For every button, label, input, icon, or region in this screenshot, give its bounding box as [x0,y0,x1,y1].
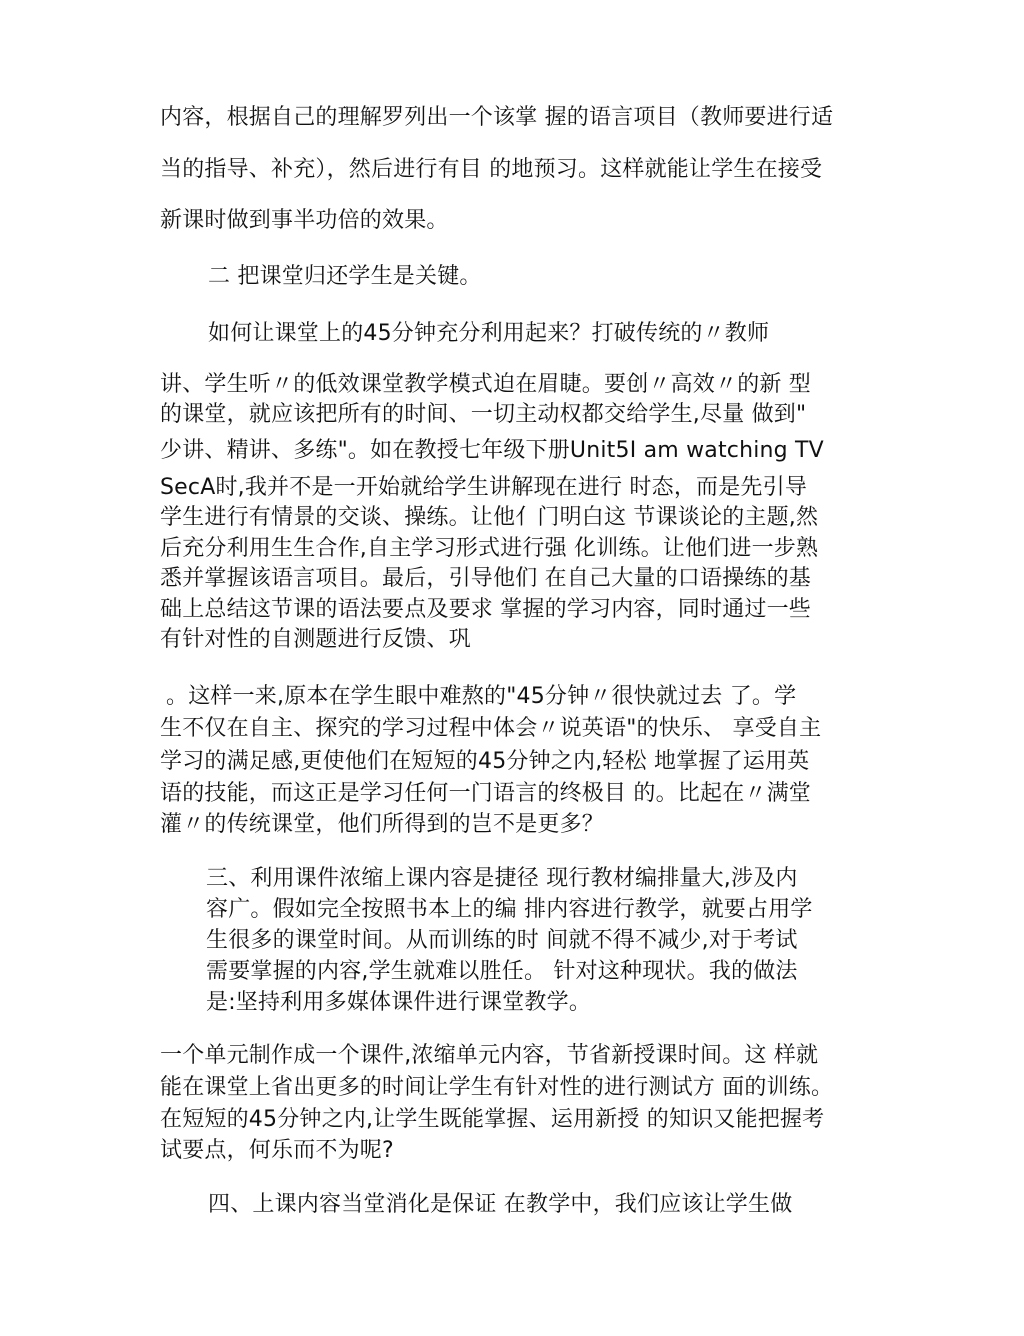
text-line: 悉并掌握该语言项目。最后，引导他们 在自己大量的口语操练的基 [160,566,811,591]
text-line: 生很多的课堂时间。从而训练的时 间就不得不减少,对于考试 [206,928,798,953]
text-line: 当的指导、补充），然后进行有目 的地预习。这样就能让学生在接受 [160,157,823,182]
section-heading: 四、上课内容当堂消化是保证 在教学中，我们应该让学生做 [208,1192,793,1217]
text-line: 在短短的45分钟之内,让学生既能掌握、运用新授 的知识又能把握考 [160,1107,825,1132]
text-line: 生不仅在自主、探究的学习过程中体会〃说英语"的快乐、 享受自主 [160,716,822,741]
text-line: 础上总结这节课的语法要点及要求 掌握的学习内容，同时通过一些 [160,597,811,622]
text-line: 学习的满足感,更使他们在短短的45分钟之内,轻松 地掌握了运用英 [160,749,810,774]
text-line: 需要掌握的内容,学生就难以胜任。 针对这种现状。我的做法 [206,959,798,984]
text-line: 一个单元制作成一个课件,浓缩单元内容，节省新授课时间。这 样就 [160,1043,819,1068]
text-line: 学生进行有情景的交谈、操练。让他亻门明白这 节课谈论的主题,然 [160,505,819,530]
text-line: 的课堂，就应该把所有的时间、一切主动权都交给学生,尽量 做到" [160,402,807,427]
text-line: 讲、学生听〃的低效课堂教学模式迫在眉睫。要创〃高效〃的新 型 [160,372,811,397]
text-line: 。这样一来,原本在学生眼中难熬的"45分钟〃很快就过去 了。学 [166,684,797,709]
text-line: 是:坚持利用多媒体课件进行课堂教学。 [206,990,592,1015]
text-line: 语的技能，而这正是学习任何一门语言的终极目 的。比起在〃满堂 [160,781,811,806]
text-line: SecA时,我并不是一开始就给学生讲解现在进行 时态，而是先引导 [160,475,808,500]
text-line: 如何让课堂上的45分钟充分利用起来？打破传统的〃教师 [208,321,770,346]
text-line: 能在课堂上省出更多的时间让学生有针对性的进行测试方 面的训练。 [160,1075,834,1100]
section-heading: 三、利用课件浓缩上课内容是捷径 现行教材编排量大,涉及内 [206,866,798,891]
text-line: 灌〃的传统课堂，他们所得到的岂不是更多？ [160,812,605,837]
section-heading: 二 把课堂归还学生是关键。 [208,264,482,289]
text-line: 少讲、精讲、多练"。如在教授七年级下册Unit5I am watching TV [160,438,824,463]
text-line: 试要点，何乐而不为呢? [160,1138,394,1163]
text-line: 容广。假如完全按照书本上的编 排内容进行教学，就要占用学 [206,897,813,922]
text-line: 内容，根据自己的理解罗列出一个该掌 握的语言项目（教师要进行适 [160,105,834,130]
text-line: 有针对性的自测题进行反馈、巩 [160,627,471,652]
text-line: 新课时做到事半功倍的效果。 [160,208,449,233]
text-line: 后充分利用生生合作,自主学习形式进行强 化训练。让他们进一步熟 [160,536,819,561]
